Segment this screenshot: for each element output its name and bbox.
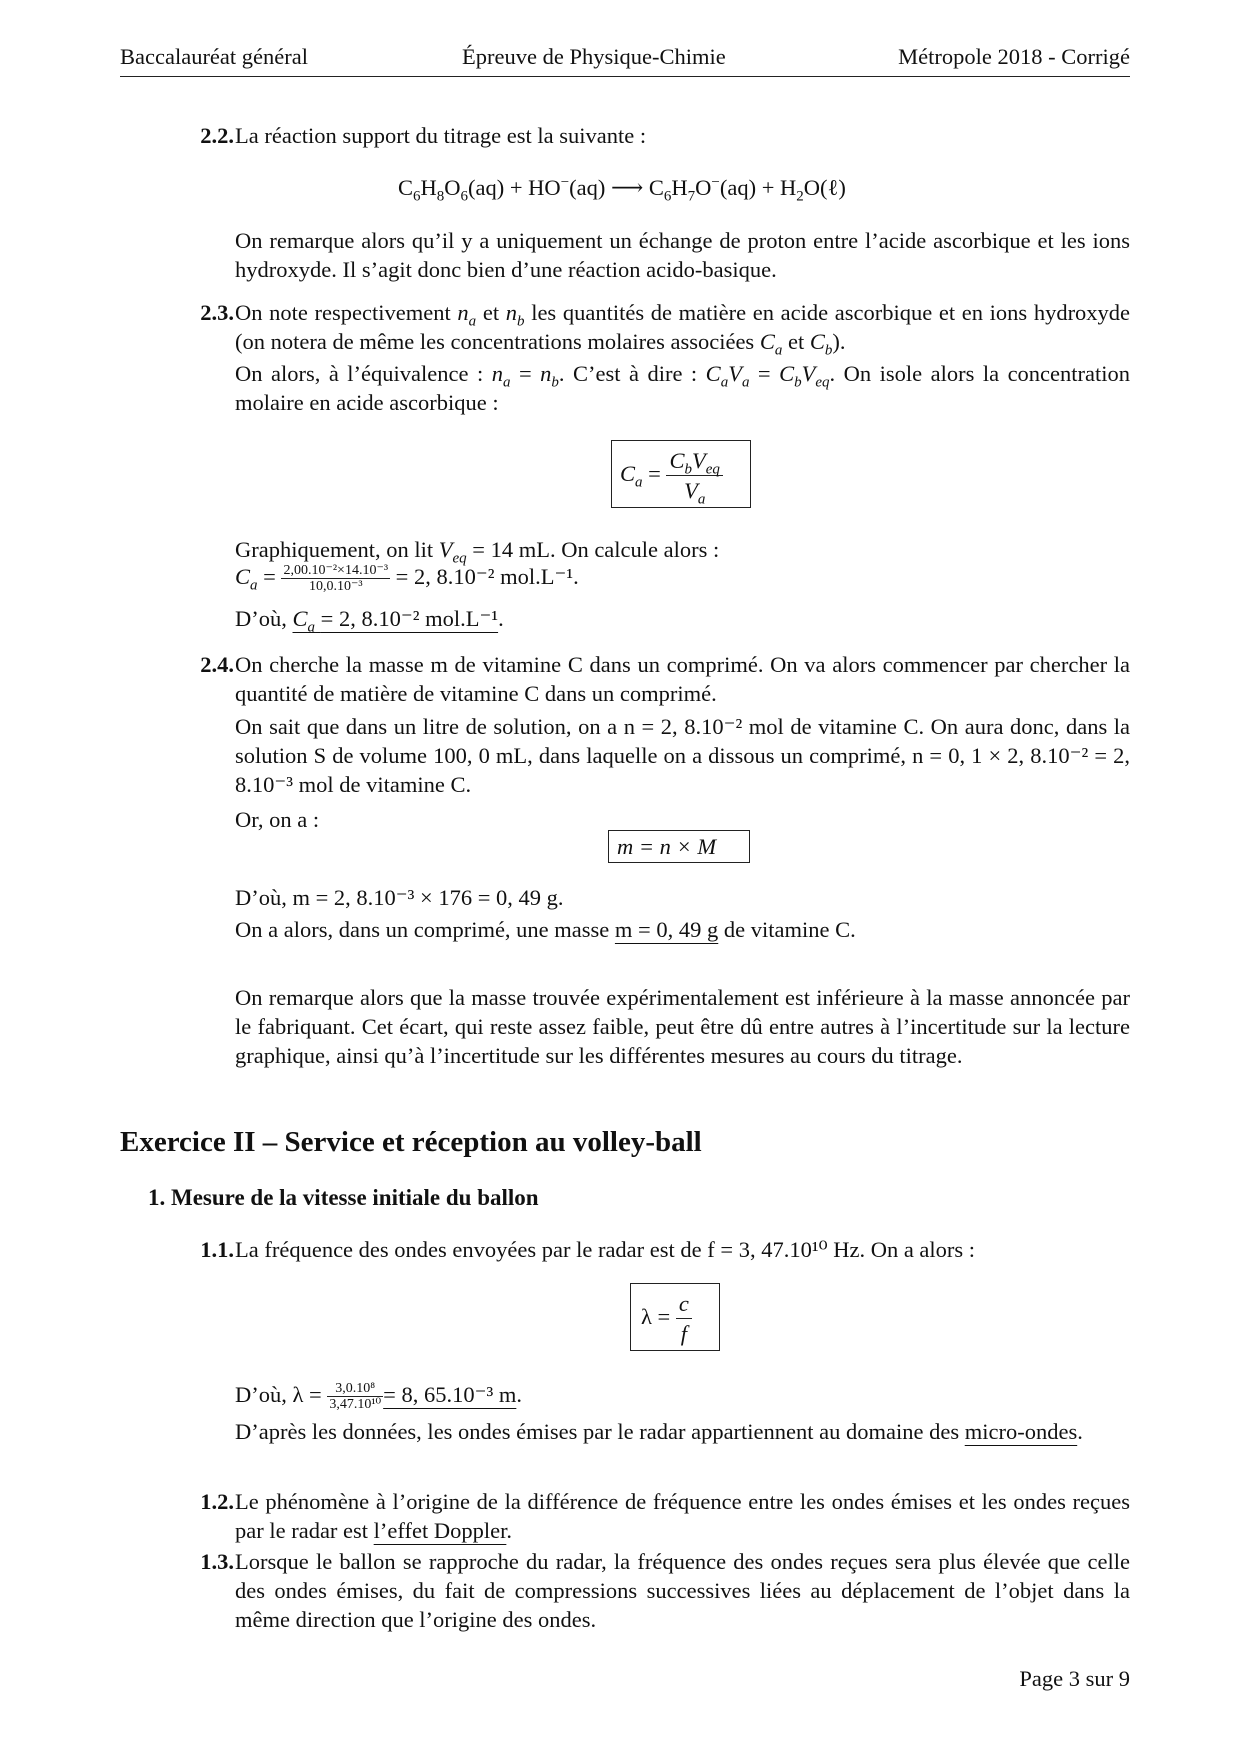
paragraph: La réaction support du titrage est la suivante : bbox=[235, 123, 647, 148]
paragraph: On alors, à l’équivalence : $n_a = n_b$. C’est à dire : $C_aV_a = C_bV_{eq}$. On isole alors la concentration molaire en acide ascorbique : bbox=[235, 361, 1131, 415]
section-number: 1.2. bbox=[200, 1489, 234, 1514]
reaction-equation: $C_6H_8O_6(aq) + HO^-(aq)$ ⟶ $C_6H_7O^-(aq)$ + $H_2O(\ell)$ bbox=[398, 174, 846, 205]
paragraph: On remarque alors qu’il y a uniquement un échange de proton entre l’acide ascorbique et les ions hydroxyde. Il s’agit donc bien d’une réaction acido-basique. bbox=[235, 228, 1130, 282]
paragraph: D’où, m = 2, 8.10⁻³ × 176 = 0, 49 g. bbox=[235, 885, 564, 910]
page-header bbox=[120, 40, 1130, 77]
paragraph: On remarque alors que la masse trouvée expérimentalement est inférieure à la masse annoncée par le fabriquant. Cet écart, qui reste assez faible, peut être dû entre autres à l’incertitude sur la lecture graphique, ainsi qu’à l’incertitude sur les différentes mesures au cours du titrage. bbox=[235, 985, 1130, 1068]
page-number: Page 3 sur 9 bbox=[1019, 1666, 1130, 1691]
paragraph: D’après les données, les ondes émises par le radar appartiennent au domaine des micro-ondes. bbox=[235, 1419, 1083, 1444]
boxed-formula: $C_a$ = $\frac{C_bV_{eq}}{V_a}$ bbox=[611, 440, 751, 508]
calculation: $C_a$ = $\frac{\text{2,00.10⁻²×14.10⁻³}}{\text{10,0.10⁻³}}$ = 2, 8.10⁻² mol.L⁻¹. bbox=[235, 563, 579, 595]
header-right: Métropole 2018 - Corrigé bbox=[898, 44, 1130, 69]
calculation: D’où, λ = $\frac{\text{3,0.10⁸}}{\text{3,47.10¹⁰}}$ = 8, 65.10⁻³ m. bbox=[235, 1381, 522, 1413]
paragraph: On cherche la masse m de vitamine C dans un comprimé. On va alors commencer par chercher la quantité de matière de vitamine C dans un comprimé. bbox=[235, 652, 1130, 706]
section-number: 2.4. bbox=[200, 652, 234, 677]
header-left: Baccalauréat général bbox=[120, 44, 308, 69]
section-number: 2.2. bbox=[200, 123, 234, 148]
paragraph: Le phénomène à l’origine de la différence de fréquence entre les ondes émises et les ondes reçues par le radar est l’effet Doppler. bbox=[235, 1489, 1130, 1543]
header-center: Épreuve de Physique-Chimie bbox=[462, 44, 726, 69]
section-number: 1.1. bbox=[200, 1237, 234, 1262]
paragraph: La fréquence des ondes envoyées par le radar est de f = 3, 47.10¹⁰ Hz. On a alors : bbox=[235, 1237, 976, 1262]
paragraph: Graphiquement, on lit $V_{eq} = 14$ mL. On calcule alors : bbox=[235, 537, 720, 567]
boxed-formula: m = n × M bbox=[608, 830, 750, 863]
section-number: 1.3. bbox=[200, 1549, 234, 1574]
paragraph: On note respectivement $n_a$ et $n_b$ les quantités de matière en acide ascorbique et en ions hydroxyde (on notera de même les concentrations molaires associées $C_a$ et $C_b$). bbox=[235, 300, 1131, 359]
exercise-title: Exercice II – Service et réception au volley-ball bbox=[120, 1126, 702, 1158]
paragraph: On sait que dans un litre de solution, on a n = 2, 8.10⁻² mol de vitamine C. On aura donc, dans la solution S de volume 100, 0 mL, dans laquelle on a dissous un comprimé, n = 0, 1 × 2, 8.10⁻² = 2, 8.10⁻³ mol de vitamine C. bbox=[235, 714, 1130, 797]
paragraph: Or, on a : bbox=[235, 807, 320, 832]
paragraph: On a alors, dans un comprimé, une masse m = 0, 49 g de vitamine C. bbox=[235, 917, 856, 942]
result: D’où, $C_a = 2$, 8.10⁻² mol.L⁻¹. bbox=[235, 606, 504, 636]
boxed-formula: λ = $\frac{c}{f}$ bbox=[630, 1283, 720, 1351]
subsection-title: 1. Mesure de la vitesse initiale du ballon bbox=[148, 1185, 539, 1210]
paragraph: Lorsque le ballon se rapproche du radar, la fréquence des ondes reçues sera plus élevée que celle des ondes émises, du fait de compressions successives liées au déplacement de l’objet dans la même direction que l’origine des ondes. bbox=[235, 1549, 1130, 1632]
section-number: 2.3. bbox=[200, 300, 234, 325]
